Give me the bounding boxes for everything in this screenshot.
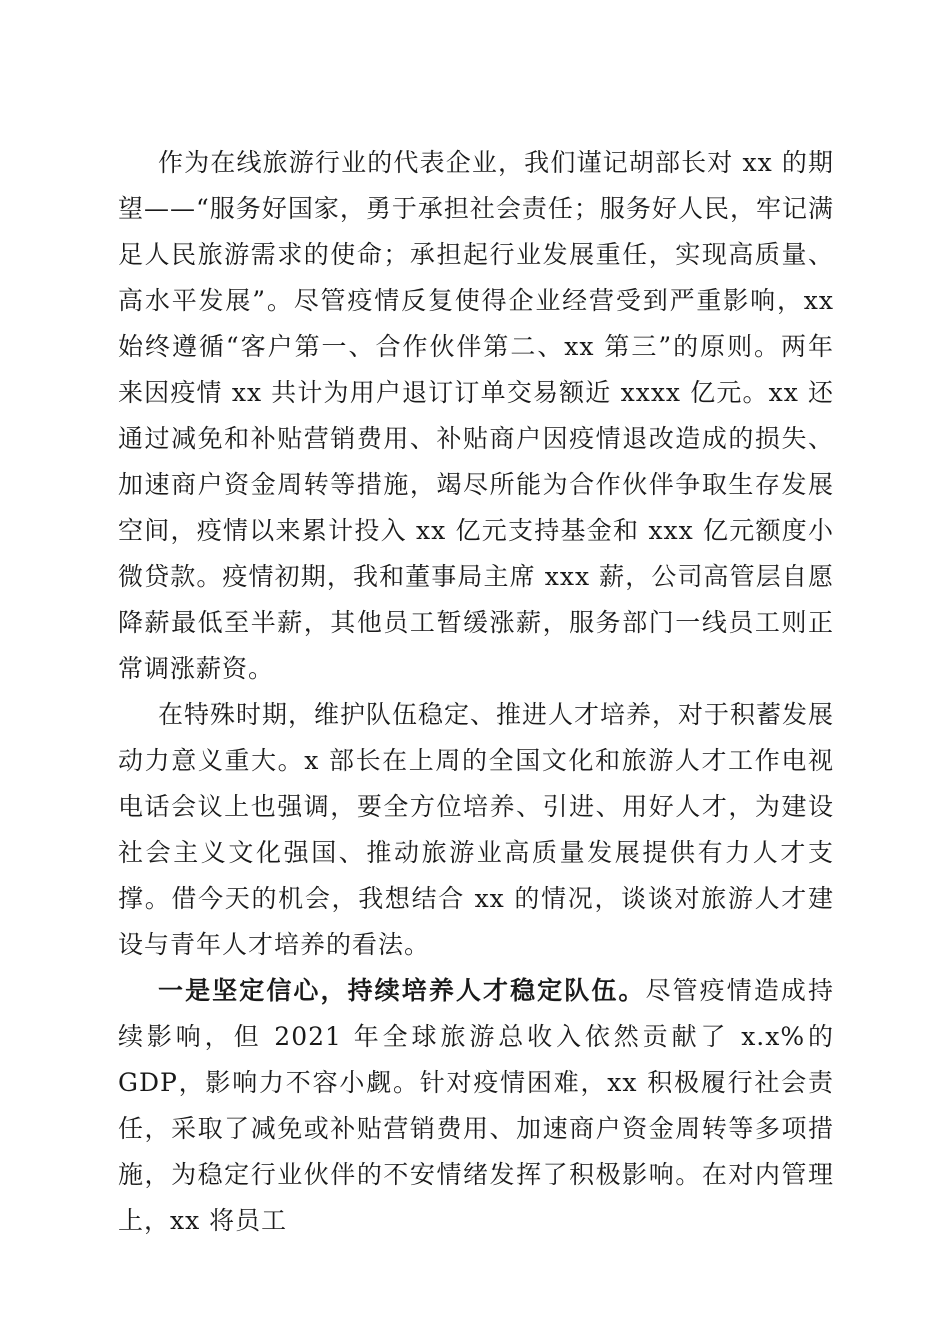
- paragraph-text: 在特殊时期，维护队伍稳定、推进人才培养，对于积蓄发展动力意义重大。x 部长在上周的全国文化和旅游人才工作电视电话会议上也强调，要全方位培养、引进、用好人才，为建设社会主义文化强国、推动旅游业高质量发展提供有力人才支撑。借今天的机会，我想结合 xx 的情况，谈谈对旅游人才建设与青年人才培养的看法。: [118, 700, 835, 959]
- paragraph-talent-cultivation: [118, 692, 834, 968]
- paragraph-first-point: [118, 968, 834, 1244]
- paragraph-online-travel: [118, 140, 834, 692]
- paragraph-text: 尽管疫情造成持续影响，但 2021 年全球旅游总收入依然贡献了 x.x%的 GDP，影响力不容小觑。针对疫情困难，xx 积极履行社会责任，采取了减免或补贴营销费用、加速商户资金周转等多项措施，为稳定行业伙伴的不安情绪发挥了积极影响。在对内管理上，xx 将员工: [118, 976, 834, 1235]
- paragraph-text: 作为在线旅游行业的代表企业，我们谨记胡部长对 xx 的期望——“服务好国家，勇于承担社会责任；服务好人民，牢记满足人民旅游需求的使命；承担起行业发展重任，实现高质量、高水平发展”。尽管疫情反复使得企业经营受到严重影响，xx 始终遵循“客户第一、合作伙伴第二、xx 第三”的原则。两年来因疫情 xx 共计为用户退订订单交易额近 xxxx 亿元。xx 还通过减免和补贴营销费用、补贴商户因疫情退改造成的损失、加速商户资金周转等措施，竭尽所能为合作伙伴争取生存发展空间，疫情以来累计投入 xx 亿元支持基金和 xxx 亿元额度小微贷款。疫情初期，我和董事局主席 xxx 薪，公司高管层自愿降薪最低至半薪，其他员工暂缓涨薪，服务部门一线员工则正常调涨薪资。: [118, 148, 834, 683]
- document-body: [118, 140, 834, 1244]
- paragraph-lead-heading: 一是坚定信心，持续培养人才稳定队伍。: [158, 976, 646, 1005]
